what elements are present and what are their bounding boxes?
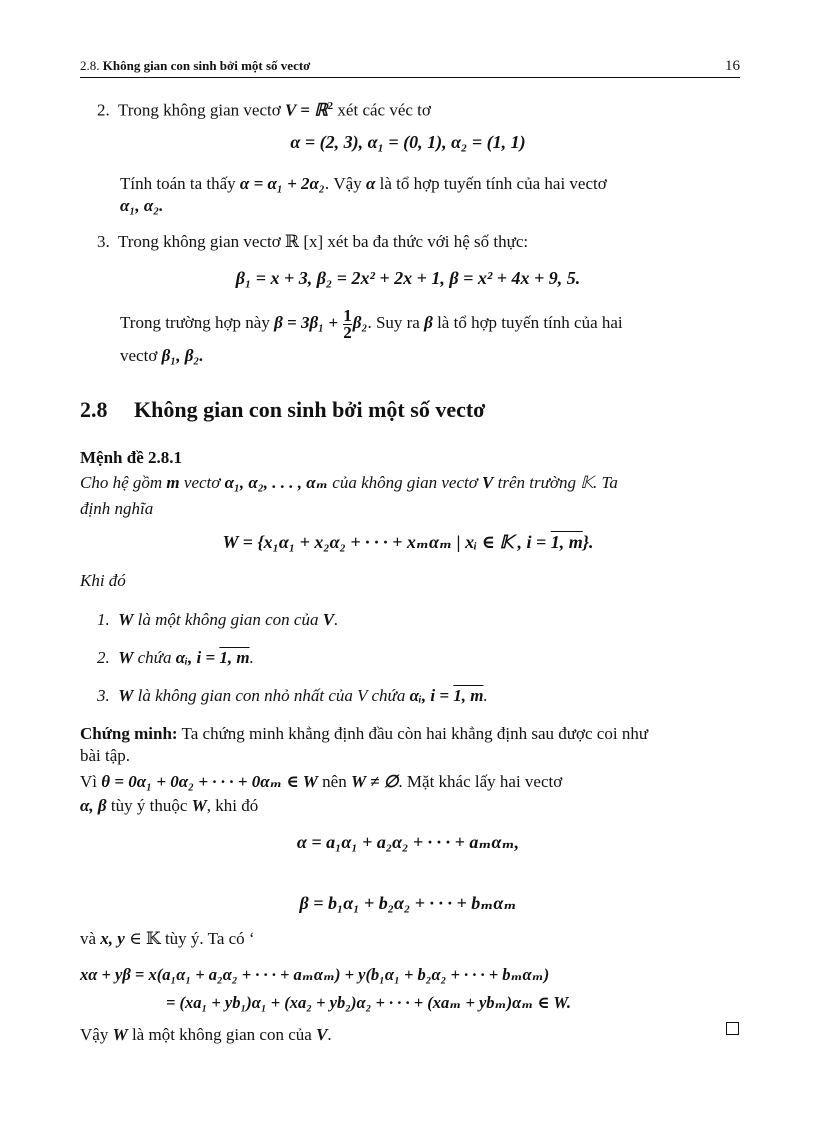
proof-line4: α, β tùy ý thuộc W, khi đó — [80, 796, 259, 815]
proof-line5: và x, y ∈ 𝕂 tùy ý. Ta có ‘ — [80, 929, 255, 948]
header-section-number: 2.8. — [80, 58, 100, 73]
proposition-label: Mệnh đề 2.8.1 — [80, 448, 182, 467]
example-2-line2: Tính toán ta thấy α = α₁ + 2α₂. Vậy α là tổ hợp tuyến tính của hai vectơ — [120, 174, 607, 193]
proof-line1: Chứng minh: Ta chứng minh khẳng định đầu còn hai khẳng định sau được coi như — [80, 724, 649, 743]
page-number: 16 — [725, 58, 740, 74]
proof-label: Chứng minh: — [80, 724, 178, 743]
example-3-line3: vectơ β₁, β₂. — [120, 346, 204, 365]
proposition-item-2: 2. W chứa αᵢ, i = 1, m. — [97, 648, 254, 667]
example-3-line2: Trong trường hợp này β = 3β₁ + $\frac{1}{2}$ β₂. Suy ra β là tổ hợp tuyến tính của hai — [120, 305, 623, 342]
proof-line3: Vì θ = 0α₁ + 0α₂ + · · · + 0αₘ ∈ W nên W ≠ ∅. Mặt khác lấy hai vectơ — [80, 772, 563, 791]
qed-square-icon — [726, 1022, 739, 1035]
equation-long-1: xα + yβ = x(a₁α₁ + a₂α₂ + · · · + aₘαₘ) + y(b₁α₁ + b₂α₂ + · · · + bₘαₘ) — [80, 965, 550, 984]
proposition-line2: định nghĩa — [80, 499, 154, 518]
proposition-item-3: 3. W là không gian con nhỏ nhất của V chứa αᵢ, i = 1, m. — [97, 686, 488, 705]
proposition-then: Khi đó — [80, 571, 126, 590]
proposition-line1: Cho hệ gồm m vectơ α₁, α₂, . . . , αₘ của không gian vectơ V trên trường 𝕂. Ta — [80, 473, 618, 492]
proposition-item-1: 1. W là một không gian con của V. — [97, 610, 339, 629]
equation-long-2: = (xa₁ + yb₁)α₁ + (xa₂ + yb₂)α₂ + · · · + (xaₘ + ybₘ)αₘ ∈ W. — [166, 993, 571, 1012]
equation-alpha: α = a₁α₁ + a₂α₂ + · · · + aₘαₘ, — [296, 832, 520, 852]
example-3-intro: 3. Trong không gian vectơ ℝ [x] xét ba đa thức với hệ số thực: — [97, 232, 529, 251]
equation-beta: β = b₁α₁ + b₂α₂ + · · · + bₘαₘ — [299, 893, 517, 913]
proof-line2: bài tập. — [80, 746, 131, 765]
proof-conclusion: Vậy W là một không gian con của V. — [80, 1025, 332, 1044]
section-heading: 2.8 Không gian con sinh bởi một số vectơ — [80, 397, 486, 422]
example-3-formula: β₁ = x + 3, β₂ = 2x² + 2x + 1, β = x² + 4x + 9, 5. — [235, 268, 581, 288]
example-2-formula: α = (2, 3), α₁ = (0, 1), α₂ = (1, 1) — [290, 132, 526, 152]
example-2-intro: 2. Trong không gian vectơ V = ℝ$^2$ xét các véc tơ — [97, 100, 431, 120]
set-definition: W = {x₁α₁ + x₂α₂ + · · · + xₘαₘ | xᵢ ∈ 𝕂 , i = 1, m}. — [222, 532, 594, 552]
header-section-title: Không gian con sinh bởi một số vectơ — [102, 58, 311, 73]
header-rule — [80, 77, 740, 78]
example-2-line3: α₁, α₂. — [120, 196, 164, 215]
fraction-one-half: $\frac{1}{2}$ — [343, 305, 352, 342]
running-header — [80, 58, 740, 74]
